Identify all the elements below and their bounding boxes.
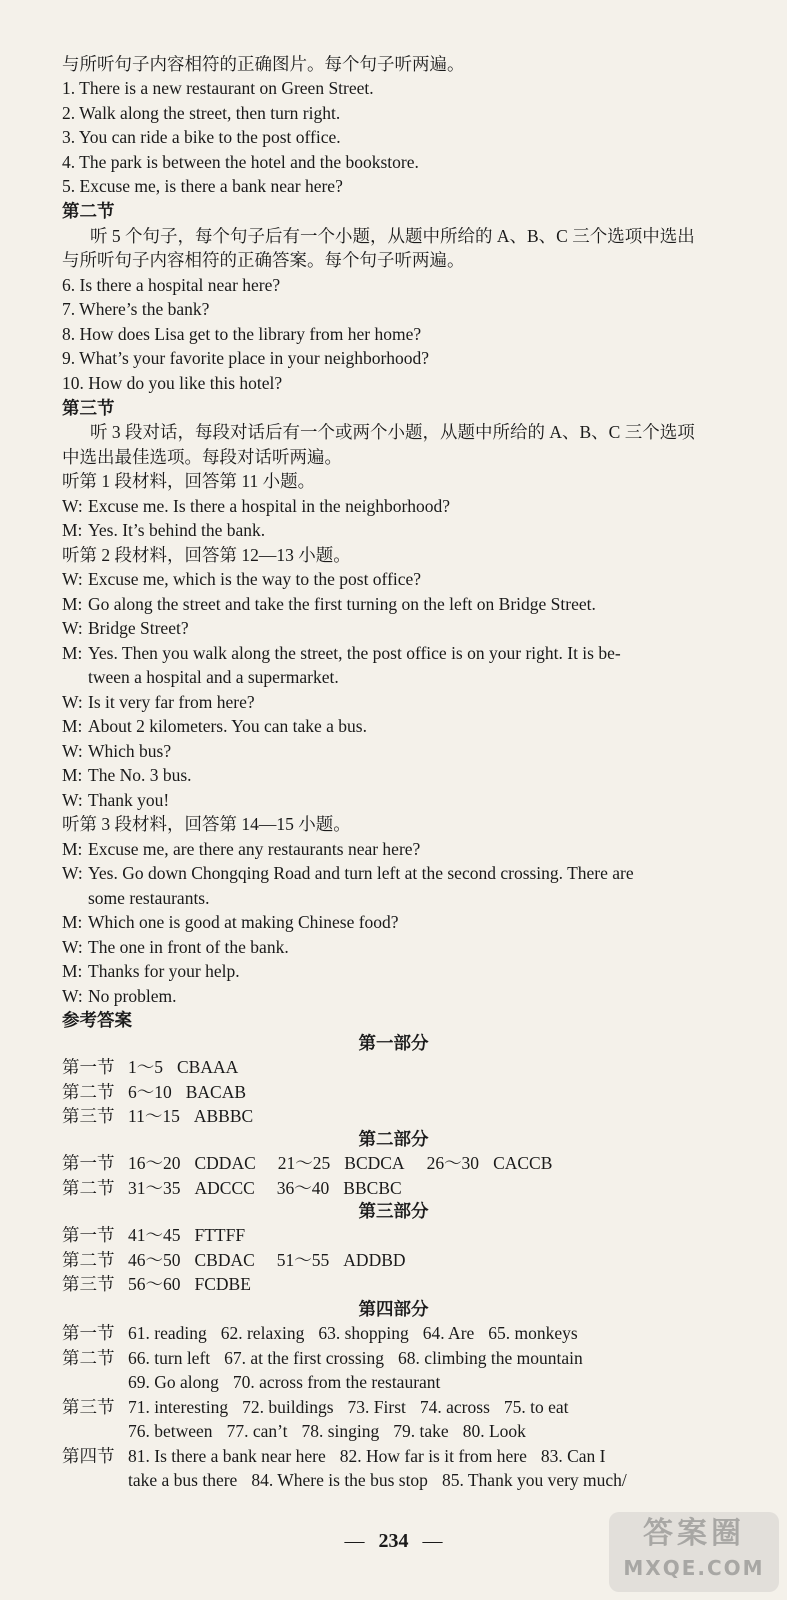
answer-row: [62, 1104, 275, 1128]
answer-keys: ADCCC: [194, 1178, 255, 1198]
answer-item: 85. Thank you very much/: [441, 1470, 627, 1490]
answer-item: 74. across: [419, 1397, 490, 1417]
utterance: Excuse me, are there any restaurants near here?: [88, 839, 421, 859]
answer-item: 83. Can I: [540, 1446, 606, 1466]
utterance: The No. 3 bus.: [88, 765, 192, 785]
utterance: No problem.: [88, 986, 177, 1006]
utterance: Yes. It’s behind the bank.: [88, 520, 266, 540]
sentence-7: 7. Where’s the bank?: [62, 299, 210, 319]
answer-row: [62, 1346, 747, 1370]
answer-keys: CBAAA: [177, 1057, 239, 1077]
utterance: Which one is good at making Chinese food?: [88, 912, 399, 932]
speaker: M:: [62, 520, 83, 540]
answer-keys: CDDAC: [194, 1153, 256, 1173]
utterance: Is it very far from here?: [88, 692, 255, 712]
answer-row: [62, 1151, 574, 1175]
sentence-2: 2. Walk along the street, then turn right.: [62, 103, 341, 123]
answer-range: 36～40: [276, 1178, 330, 1198]
material-3: 听第 3 段材料，回答第 14—15 小题。: [62, 814, 351, 834]
speaker: W:: [62, 692, 83, 712]
utterance: The one in front of the bank.: [88, 937, 289, 957]
section3-heading: 第三节: [62, 398, 115, 418]
answer-cell: [277, 1248, 406, 1272]
answer-cell: [128, 1176, 255, 1200]
answer-row: [62, 1395, 747, 1419]
answer-item: 79. take: [393, 1421, 449, 1441]
section3-instruction-1: 听 3 段对话，每段对话后有一个或两个小题，从题中所给的 A、B、C 三个选项: [90, 422, 695, 442]
section2-instruction-2: 与所听句子内容相符的正确答案。每个句子听两遍。: [62, 250, 465, 270]
speaker: W:: [62, 569, 83, 589]
answer-range: 46～50: [128, 1250, 181, 1270]
answer-item: 72. buildings: [242, 1397, 334, 1417]
dialog-line: [62, 690, 747, 714]
speaker: W:: [62, 618, 83, 638]
dialog-line: [62, 788, 747, 812]
answer-item: 64. Are: [422, 1323, 475, 1343]
answer-item: 81. Is there a bank near here: [128, 1446, 326, 1466]
answer-item: 63. shopping: [318, 1323, 409, 1343]
speaker: M:: [62, 961, 83, 981]
material-2: 听第 2 段材料，回答第 12—13 小题。: [62, 545, 351, 565]
dialog-line: [62, 935, 747, 959]
answer-row-label: 第三节: [62, 1106, 115, 1126]
page-dash-left: —: [344, 1530, 365, 1552]
answer-range: 16～20: [128, 1153, 181, 1173]
answer-row-label: 第二节: [62, 1250, 115, 1270]
watermark-text: 答案圈: [643, 1516, 745, 1551]
utterance: Excuse me, which is the way to the post office?: [88, 569, 422, 589]
section2-heading: 第二节: [62, 201, 115, 221]
answer-row-label: 第三节: [62, 1397, 115, 1417]
utterance: Yes. Go down Chongqing Road and turn left at the second crossing. There are: [88, 863, 634, 883]
answers-heading: 参考答案: [62, 1010, 132, 1030]
sentence-5: 5. Excuse me, is there a bank near here?: [62, 176, 343, 196]
answer-cell: [277, 1176, 402, 1200]
answer-row-label: 第二节: [62, 1082, 115, 1102]
answer-item: 77. can’t: [226, 1421, 288, 1441]
answer-range: 41～45: [128, 1225, 181, 1245]
utterance: Bridge Street?: [88, 618, 189, 638]
answer-keys: FTTFF: [194, 1225, 246, 1245]
answer-keys: BCDCA: [344, 1153, 405, 1173]
answer-keys: FCDBE: [194, 1274, 251, 1294]
answer-range: 1～5: [128, 1057, 163, 1077]
page-dash-right: —: [422, 1530, 443, 1552]
speaker: M:: [62, 716, 83, 736]
speaker: M:: [62, 765, 83, 785]
answer-keys: ADDBD: [343, 1250, 406, 1270]
speaker: M:: [62, 643, 83, 663]
dialog-line: [62, 494, 747, 518]
sentence-4: 4. The park is between the hotel and the bookstore.: [62, 152, 419, 172]
page-number-value: 234: [378, 1530, 409, 1552]
answer-cell: [427, 1151, 553, 1175]
answer-cell: [128, 1104, 253, 1128]
material-1: 听第 1 段材料，回答第 11 小题。: [62, 471, 316, 491]
answer-row-continuation: [128, 1419, 540, 1443]
speaker: M:: [62, 912, 83, 932]
part1-title: 第一部分: [358, 1033, 429, 1053]
answer-cell: [128, 1080, 246, 1104]
answer-item: take a bus there: [128, 1470, 238, 1490]
answer-item: 82. How far is it from here: [339, 1446, 527, 1466]
sentence-10: 10. How do you like this hotel?: [62, 373, 283, 393]
utterance: Excuse me. Is there a hospital in the neighborhood?: [88, 496, 451, 516]
part3-title: 第三部分: [358, 1201, 429, 1221]
dialog-line: [62, 616, 747, 640]
answer-row: [62, 1080, 268, 1104]
sentence-3: 3. You can ride a bike to the post office.: [62, 127, 341, 147]
sentence-1: 1. There is a new restaurant on Green Street.: [62, 78, 374, 98]
answer-range: 6～10: [128, 1082, 172, 1102]
utterance: Thanks for your help.: [88, 961, 240, 981]
answer-range: 11～15: [128, 1106, 180, 1126]
part4-title: 第四部分: [358, 1299, 429, 1319]
answer-row-continuation: [128, 1468, 641, 1492]
section3-instruction-2: 中选出最佳选项。每段对话听两遍。: [62, 447, 342, 467]
answer-cell: [128, 1223, 245, 1247]
answer-row: [62, 1176, 424, 1200]
dialog-line: [62, 592, 747, 616]
answer-row: [62, 1272, 273, 1296]
dialog-line: [62, 714, 747, 738]
answer-row: [62, 1321, 747, 1345]
utterance: Go along the street and take the first turning on the left on Bridge Street.: [88, 594, 596, 614]
watermark-url: MXQE.COM: [623, 1556, 765, 1580]
answer-row: [62, 1223, 267, 1247]
sentence-8: 8. How does Lisa get to the library from her home?: [62, 324, 422, 344]
speaker: W:: [62, 863, 83, 883]
dialog-line: [62, 837, 747, 861]
dialog-line: [62, 959, 747, 983]
answer-row-label: 第一节: [62, 1057, 115, 1077]
utterance: Which bus?: [88, 741, 172, 761]
answer-item: 70. across from the restaurant: [232, 1372, 441, 1392]
answer-item: 61. reading: [128, 1323, 207, 1343]
speaker: W:: [62, 790, 83, 810]
speaker: M:: [62, 594, 83, 614]
sentence-9: 9. What’s your favorite place in your neighborhood?: [62, 348, 430, 368]
answer-item: 62. relaxing: [220, 1323, 305, 1343]
answer-range: 26～30: [426, 1153, 480, 1173]
answer-row: [62, 1055, 260, 1079]
answer-item: 71. interesting: [128, 1397, 229, 1417]
dialog-line: [62, 567, 747, 591]
dialog-line: [62, 910, 747, 934]
answer-item: 67. at the first crossing: [224, 1348, 385, 1368]
answer-row-label: 第三节: [62, 1274, 115, 1294]
speaker: W:: [62, 496, 83, 516]
speaker: M:: [62, 839, 83, 859]
dialog-line: [62, 641, 747, 665]
answer-keys: CBDAC: [194, 1250, 255, 1270]
answer-range: 51～55: [276, 1250, 330, 1270]
dialog-line: [62, 763, 747, 787]
answer-row: [62, 1444, 747, 1468]
answer-item: 68. climbing the mountain: [398, 1348, 583, 1368]
dialog-line: [62, 518, 747, 542]
answer-keys: ABBBC: [193, 1106, 254, 1126]
answer-item: 73. First: [347, 1397, 406, 1417]
answer-item: 78. singing: [301, 1421, 380, 1441]
dialog-line: [62, 984, 747, 1008]
utterance: Yes. Then you walk along the street, the post office is on your right. It is be-: [88, 643, 621, 663]
dialog-line: [62, 739, 747, 763]
speaker: W:: [62, 741, 83, 761]
answer-keys: BBCBC: [343, 1178, 402, 1198]
answer-item: 84. Where is the bus stop: [251, 1470, 428, 1490]
answer-range: 21～25: [277, 1153, 331, 1173]
part2-title: 第二部分: [358, 1129, 429, 1149]
answer-item: 65. monkeys: [488, 1323, 578, 1343]
answer-cell: [278, 1151, 405, 1175]
answer-row-continuation: [128, 1370, 454, 1394]
answer-row-label: 第一节: [62, 1225, 115, 1245]
answer-cell: [128, 1272, 251, 1296]
answer-row-label: 第四节: [62, 1446, 115, 1466]
utterance: About 2 kilometers. You can take a bus.: [88, 716, 367, 736]
answer-item: 75. to eat: [503, 1397, 569, 1417]
sentence-6: 6. Is there a hospital near here?: [62, 275, 281, 295]
answer-cell: [128, 1248, 255, 1272]
dialog-continuation: tween a hospital and a supermarket.: [88, 667, 339, 687]
section2-instruction-1: 听 5 个句子，每个句子后有一个小题，从题中所给的 A、B、C 三个选项中选出: [90, 226, 695, 246]
answer-range: 56～60: [128, 1274, 181, 1294]
answer-row-label: 第一节: [62, 1323, 115, 1343]
answer-row-label: 第二节: [62, 1348, 115, 1368]
answer-cell: [128, 1055, 238, 1079]
dialog-continuation: some restaurants.: [88, 888, 210, 908]
intro-line: 与所听句子内容相符的正确图片。每个句子听两遍。: [62, 54, 465, 74]
answer-item: 66. turn left: [128, 1348, 211, 1368]
answer-item: 76. between: [128, 1421, 213, 1441]
answer-row: [62, 1248, 428, 1272]
answer-cell: [128, 1151, 256, 1175]
dialog-line: [62, 861, 747, 885]
answer-range: 31～35: [128, 1178, 181, 1198]
utterance: Thank you!: [88, 790, 170, 810]
speaker: W:: [62, 986, 83, 1006]
speaker: W:: [62, 937, 83, 957]
answer-item: 80. Look: [462, 1421, 526, 1441]
answer-keys: CACCB: [493, 1153, 553, 1173]
answer-keys: BACAB: [185, 1082, 247, 1102]
watermark-logo: [609, 1512, 779, 1592]
answer-row-label: 第一节: [62, 1153, 115, 1173]
answer-row-label: 第二节: [62, 1178, 115, 1198]
answer-item: 69. Go along: [128, 1372, 219, 1392]
